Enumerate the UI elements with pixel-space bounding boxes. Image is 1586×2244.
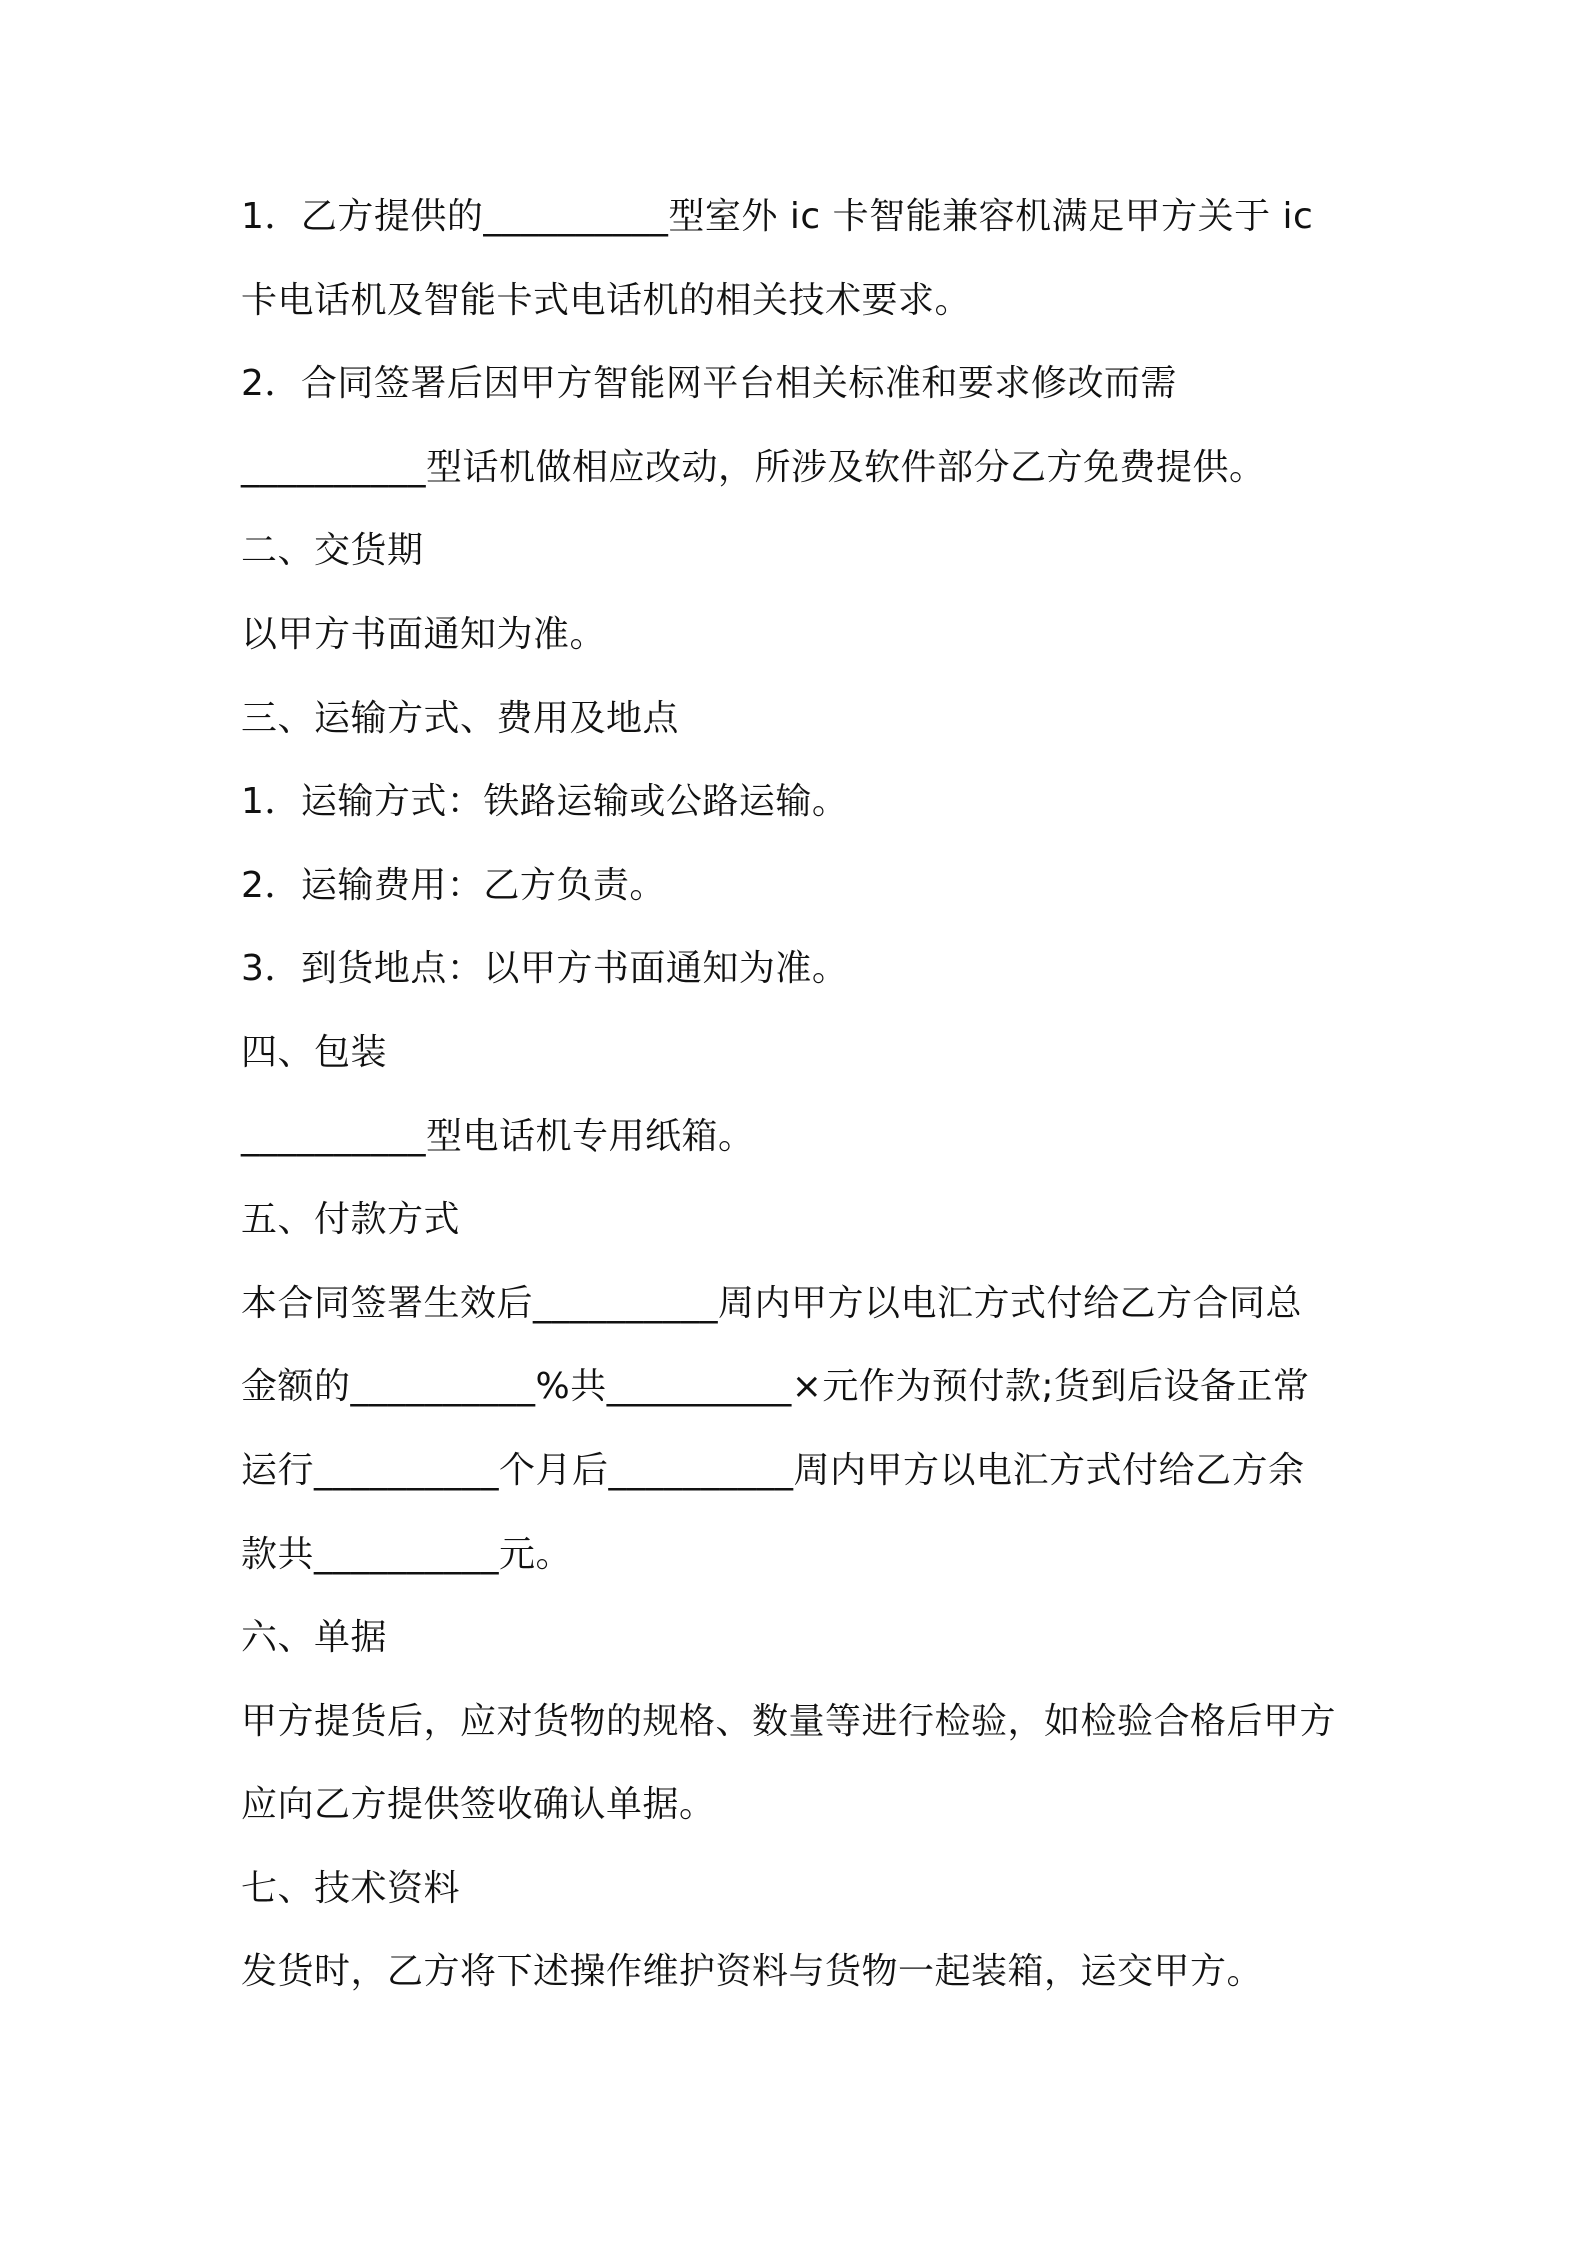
section-heading: 七、技术资料: [241, 1867, 461, 1909]
section-heading: 四、包装: [241, 1031, 388, 1073]
paragraph-line: 3．到货地点：以甲方书面通知为准。: [241, 948, 849, 990]
section-heading: 六、单据: [241, 1617, 388, 1659]
paragraph-line: 发货时，乙方将下述操作维护资料与货物一起装箱，运交甲方。: [241, 1951, 1264, 1993]
section-heading: 三、运输方式、费用及地点: [241, 697, 680, 739]
paragraph-line: 卡电话机及智能卡式电话机的相关技术要求。: [241, 279, 972, 321]
paragraph-line: 运行__________个月后__________周内甲方以电汇方式付给乙方余: [241, 1449, 1305, 1491]
paragraph-line: __________型电话机专用纸箱。: [241, 1115, 755, 1157]
section-heading: 二、交货期: [241, 530, 424, 572]
paragraph-line: 以甲方书面通知为准。: [241, 613, 607, 655]
document-body: [241, 196, 1381, 2035]
paragraph-line: 金额的__________%共__________×元作为预付款;货到后设备正常: [241, 1366, 1310, 1408]
paragraph-line: 款共__________元。: [241, 1533, 573, 1575]
paragraph-line: 应向乙方提供签收确认单据。: [241, 1784, 716, 1826]
paragraph-line: 1．运输方式：铁路运输或公路运输。: [241, 781, 849, 823]
section-heading: 五、付款方式: [241, 1199, 461, 1241]
paragraph-line: 2．运输费用：乙方负责。: [241, 864, 666, 906]
paragraph-line: 甲方提货后，应对货物的规格、数量等进行检验，如检验合格后甲方: [241, 1700, 1337, 1742]
paragraph-line: __________型话机做相应改动，所涉及软件部分乙方免费提供。: [241, 446, 1266, 488]
paragraph-line: 2．合同签署后因甲方智能网平台相关标准和要求修改而需: [241, 363, 1177, 405]
paragraph-line: 本合同签署生效后__________周内甲方以电汇方式付给乙方合同总: [241, 1282, 1303, 1324]
paragraph-line: 1．乙方提供的__________型室外 ic 卡智能兼容机满足甲方关于 ic: [241, 196, 1314, 237]
